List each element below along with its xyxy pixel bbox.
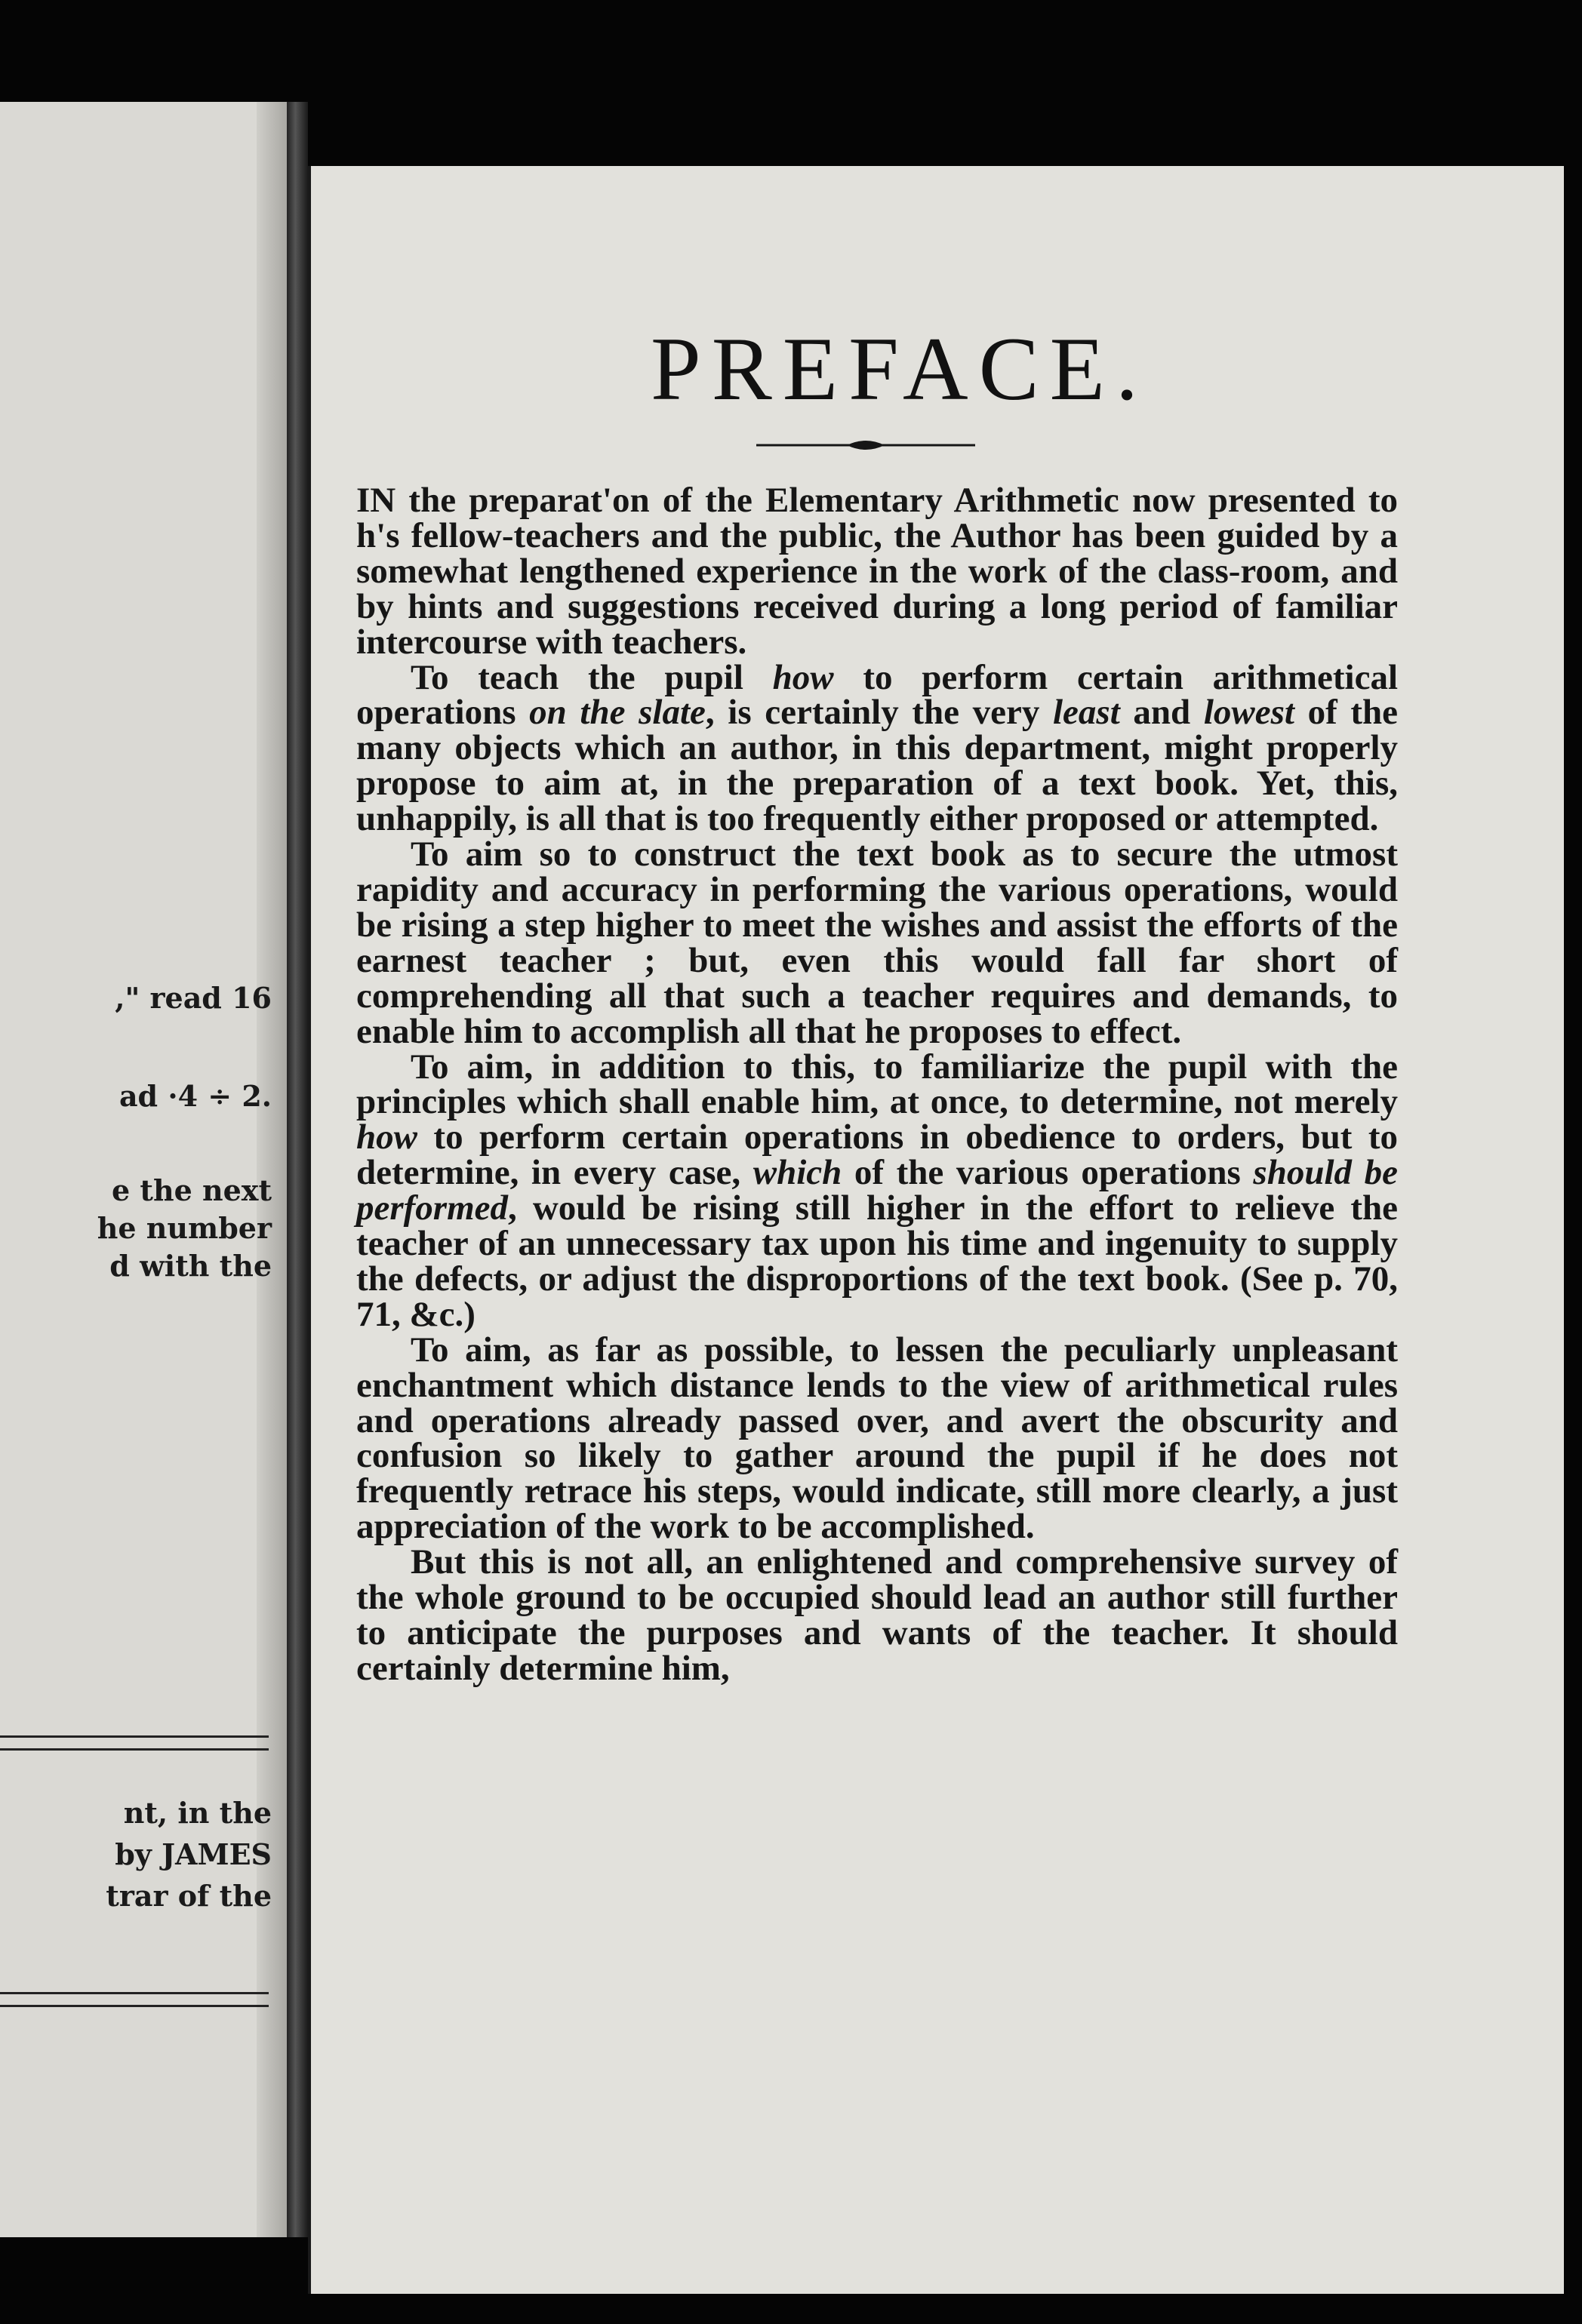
left-page-line: ," read 16 xyxy=(115,981,272,1015)
italic-text: on the slate xyxy=(529,693,706,733)
left-page-line: by JAMES xyxy=(115,1837,272,1871)
paragraph-text: To aim, as far as possible, to lessen the peculiarly unpleasant enchantment which distance lends to the view of arithmetical rules and operations already passed over, and avert the obscurity and confusion so likely to gather around the pupil if he does not frequently retrace his steps, would indicate, still more clearly, a just appreciation of the work to be accomplished. xyxy=(356,1330,1398,1547)
left-page-line: trar of the xyxy=(106,1879,272,1913)
book-binding xyxy=(287,102,308,2237)
paragraph-text: IN the preparat'on of the Elementary Arithmetic now presented to h's fellow-teachers and the public, the Author has been guided by a somewhat lengthened experience in the work of the class-room, and by hints and suggestions received during a long period of familiar intercourse with teachers. xyxy=(356,481,1398,662)
paragraph-text: of the various operations xyxy=(842,1153,1254,1193)
paragraph-text: To aim so to construct the text book as to secure the utmost rapidity and accuracy in performing the various operations, would be rising a step higher to meet the wishes and assist the efforts of the earnest teacher ; but, even this would fall far short of comprehending all that such a teacher requires and demands, to enable him to accomplish all that he proposes to effect. xyxy=(356,835,1398,1051)
paragraph-text: , is certainly the very xyxy=(705,693,1053,733)
left-page xyxy=(0,102,291,2237)
paragraph-text: of the many objects which an author, in this department, might properly propose to aim at, in the preparation of a text book. Yet, this, unhappily, is all that is too frequently either proposed or attempted. xyxy=(356,693,1399,839)
italic-text: should be performed xyxy=(356,1153,1399,1228)
paragraph-text: to perform certain arithmetical operations xyxy=(356,657,1398,733)
paragraph-text: to perform certain operations in obedience to orders, but to determine, in every case, xyxy=(356,1117,1398,1193)
preface-paragraph xyxy=(356,1047,1399,1334)
preface-paragraph xyxy=(356,1330,1398,1547)
italic-text: least xyxy=(1053,693,1120,733)
italic-text: which xyxy=(753,1153,842,1193)
preface-paragraph xyxy=(356,483,1398,660)
ornament-divider xyxy=(756,438,975,453)
left-page-line: e the next xyxy=(111,1173,272,1207)
preface-paragraph xyxy=(356,837,1398,1049)
preface-paragraph xyxy=(356,657,1399,839)
paragraph-text: To aim, in addition to this, to familiarize the pupil with the principles which shall enable him, at once, to determine, not merely xyxy=(356,1047,1398,1122)
paragraph-text: But this is not all, an enlightened and comprehensive survey of the whole ground to be occupied should lead an author still further to anticipate the purposes and wants of the teacher. It should certainly determine him, xyxy=(356,1542,1398,1688)
left-page-rule xyxy=(0,1735,269,1751)
left-page-line: he number xyxy=(97,1211,272,1245)
paragraph-text: , would be rising still higher in the effort to relieve the teacher of an unnecessary tax upon his time and ingenuity to supply the defects, or adjust the disproportions of the text book. (See p. 70, 71, &c.) xyxy=(356,1188,1398,1334)
italic-text: how xyxy=(356,1117,417,1157)
preface-body xyxy=(356,483,1398,1686)
page-title: PREFACE. xyxy=(651,318,1149,419)
left-page-line: d with the xyxy=(109,1249,272,1283)
preface-paragraph xyxy=(356,1542,1398,1688)
left-page-line: nt, in the xyxy=(123,1796,272,1830)
left-page-line: ad ·4 ÷ 2. xyxy=(118,1079,272,1113)
paragraph-text: and xyxy=(1119,693,1204,733)
left-page-gutter xyxy=(257,102,287,2237)
italic-text: how xyxy=(772,657,834,697)
italic-text: lowest xyxy=(1203,693,1294,733)
paragraph-text: To teach the pupil xyxy=(411,657,773,697)
left-page-rule xyxy=(0,1992,269,2007)
preface-page xyxy=(308,166,1564,2294)
